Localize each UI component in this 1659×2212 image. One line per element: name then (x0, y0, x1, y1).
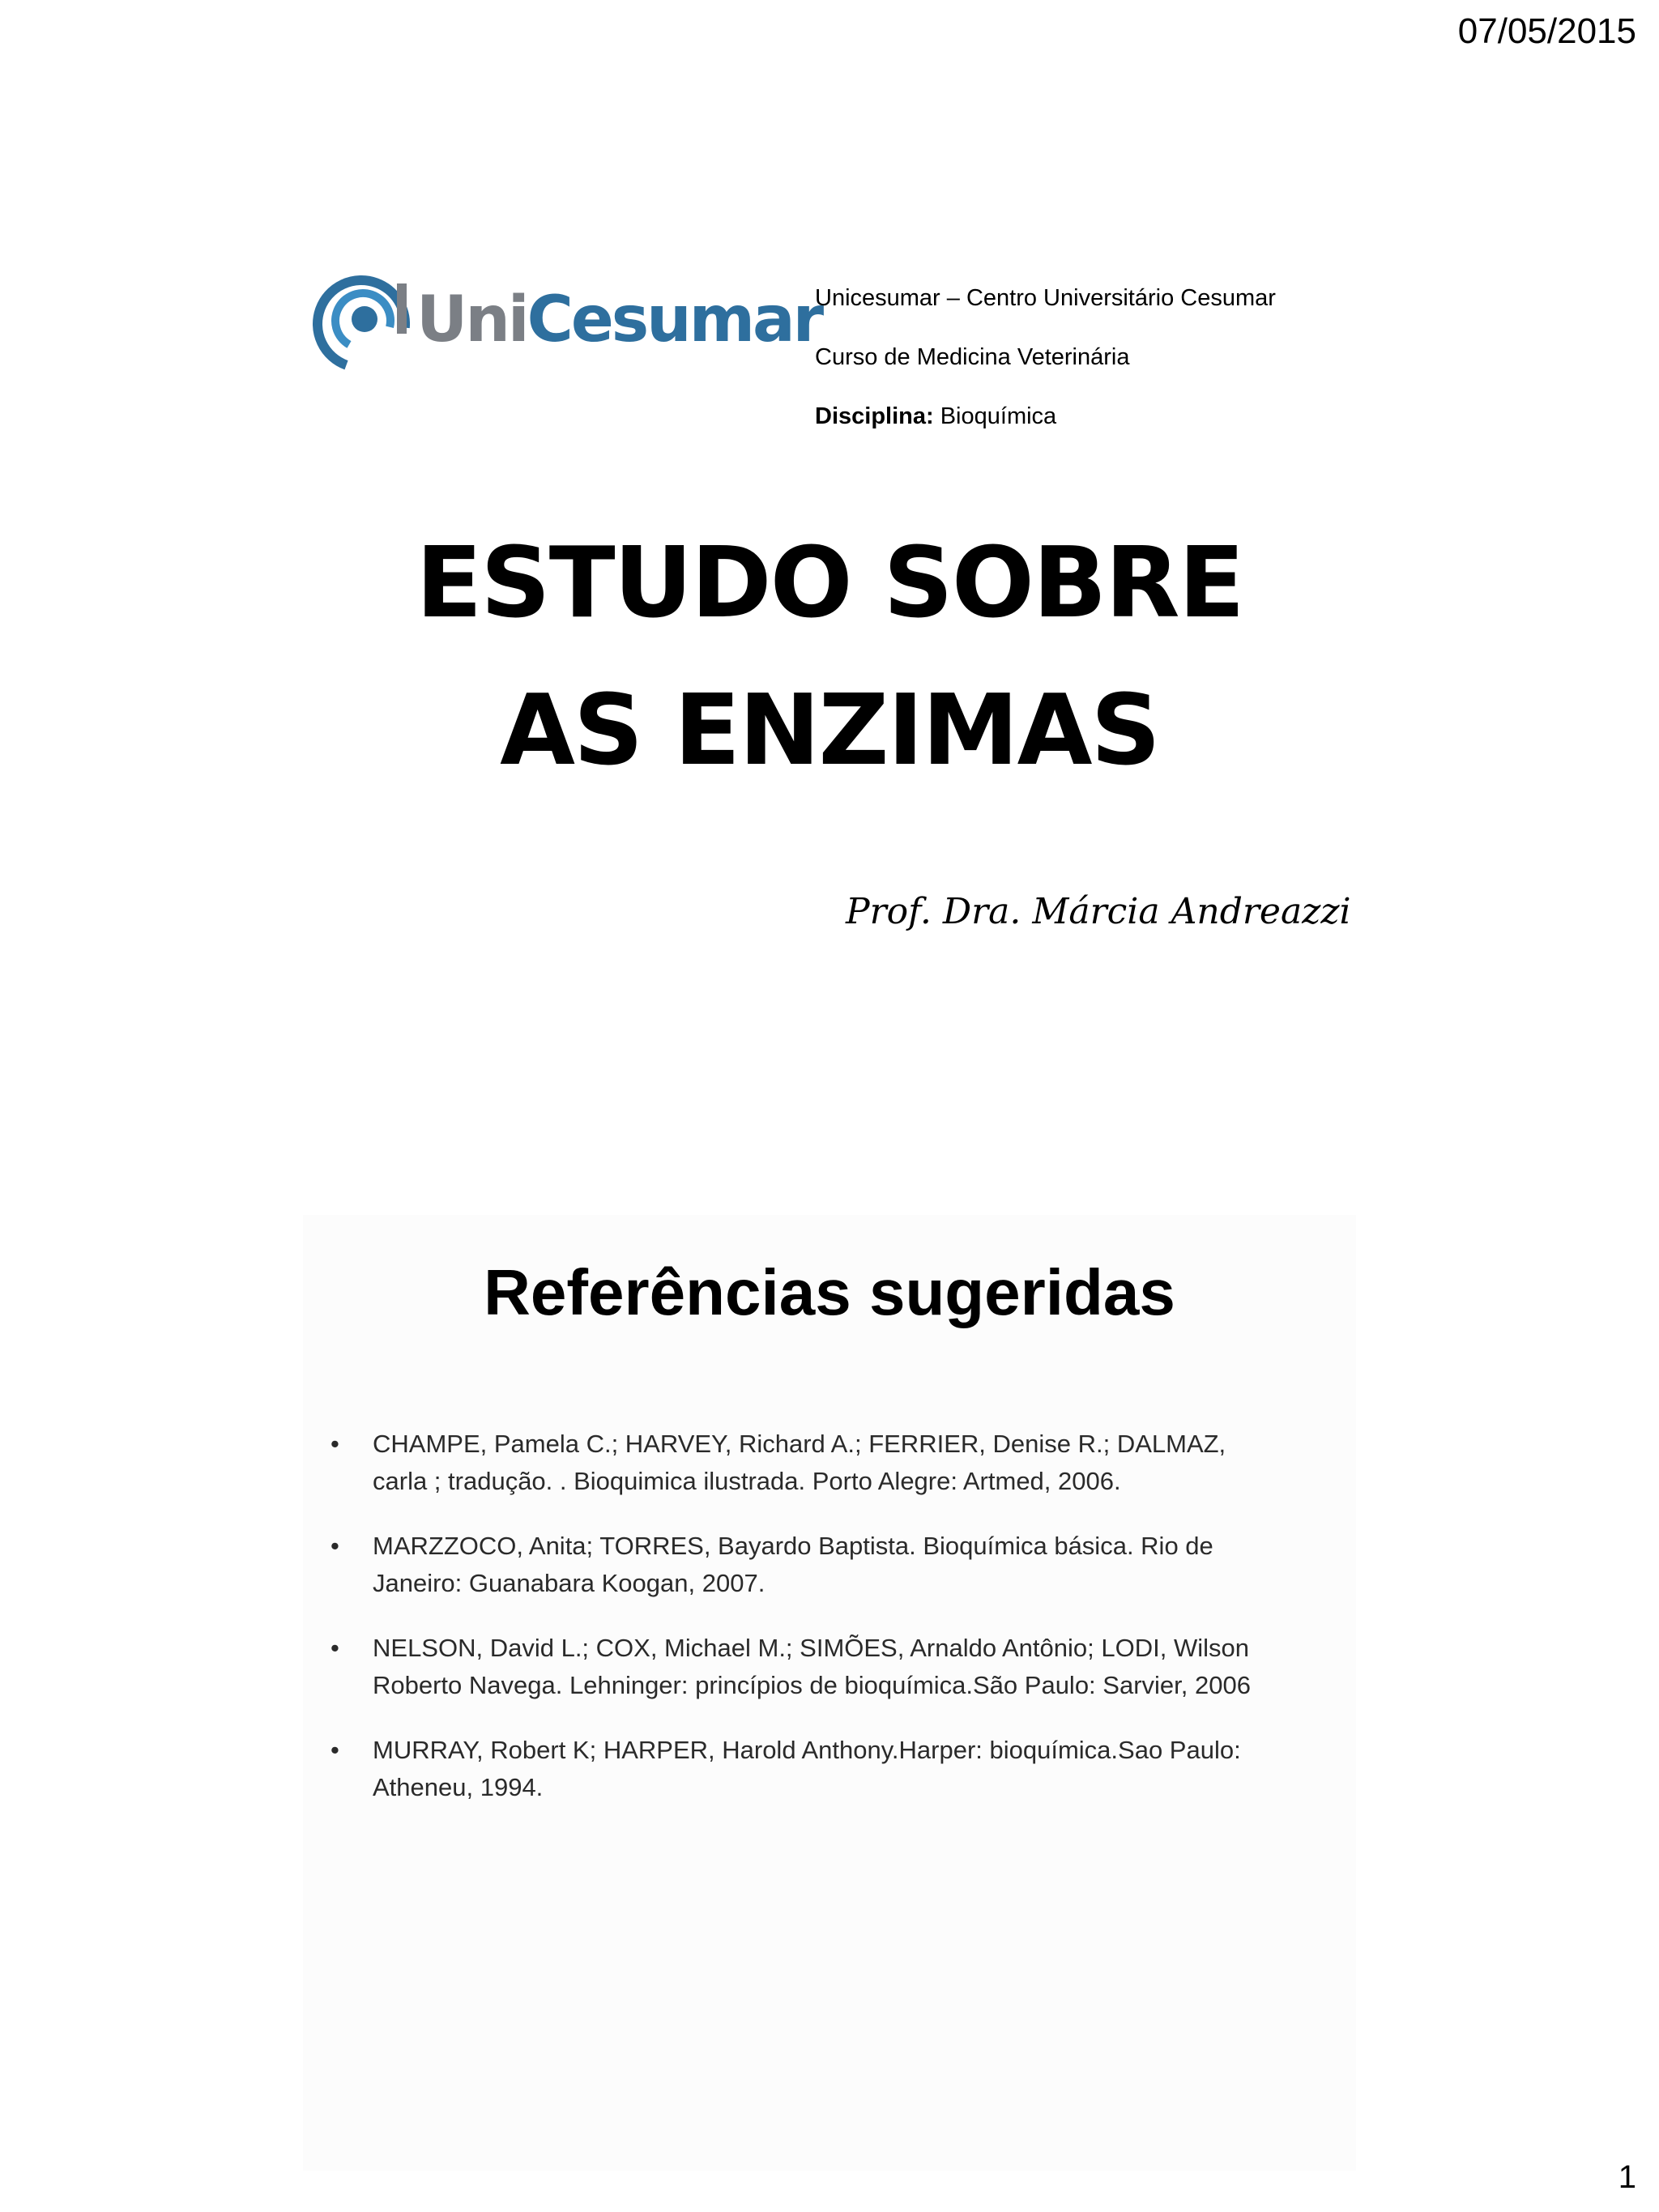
bullet-icon: • (331, 1634, 339, 1662)
slide-1 (303, 219, 1356, 1093)
bullet-icon: • (331, 1532, 339, 1560)
slide-title (303, 510, 1356, 805)
course-line: Curso de Medicina Veterinária (815, 344, 1130, 370)
reference-item: • NELSON, David L.; COX, Michael M.; SIMÕES, Arnaldo Antônio; LODI, Wilson Roberto Navega. Lehninger: princípios de bioquímica.São Paulo: Sarvier, 2006 (327, 1630, 1283, 1704)
slide-2 (303, 1215, 1356, 2171)
discipline-label: Disciplina: (815, 403, 934, 429)
page-date: 07/05/2015 (1457, 11, 1636, 51)
discipline-line (815, 387, 1276, 446)
reference-item: • MURRAY, Robert K; HARPER, Harold Anthony.Harper: bioquímica.Sao Paulo: Atheneu, 1994. (327, 1732, 1283, 1806)
logo-emblem-icon (313, 275, 410, 373)
references-list (327, 1426, 1283, 1834)
bullet-icon: • (331, 1736, 339, 1764)
author-name: Prof. Dra. Márcia Andreazzi (846, 891, 1351, 932)
bullet-icon: • (331, 1430, 339, 1458)
unicesumar-logo (313, 275, 822, 373)
institution-line: Unicesumar – Centro Universitário Cesumar (815, 285, 1276, 311)
page-number: 1 (1618, 2159, 1636, 2195)
reference-item: • CHAMPE, Pamela C.; HARVEY, Richard A.; FERRIER, Denise R.; DALMAZ, carla ; tradução. . Bioquimica ilustrada. Porto Alegre: Artmed, 2006. (327, 1426, 1283, 1500)
logo-wordmark: UniCesumar (416, 283, 822, 356)
references-title: Referências sugeridas (484, 1256, 1175, 1328)
discipline-value: Bioquímica (933, 403, 1057, 429)
title-line-1: ESTUDO SOBRE (416, 527, 1243, 640)
course-info (815, 269, 1276, 446)
reference-item: • MARZZOCO, Anita; TORRES, Bayardo Baptista. Bioquímica básica. Rio de Janeiro: Guanabara Koogan, 2007. (327, 1528, 1283, 1602)
title-line-2: AS ENZIMAS (500, 675, 1159, 787)
